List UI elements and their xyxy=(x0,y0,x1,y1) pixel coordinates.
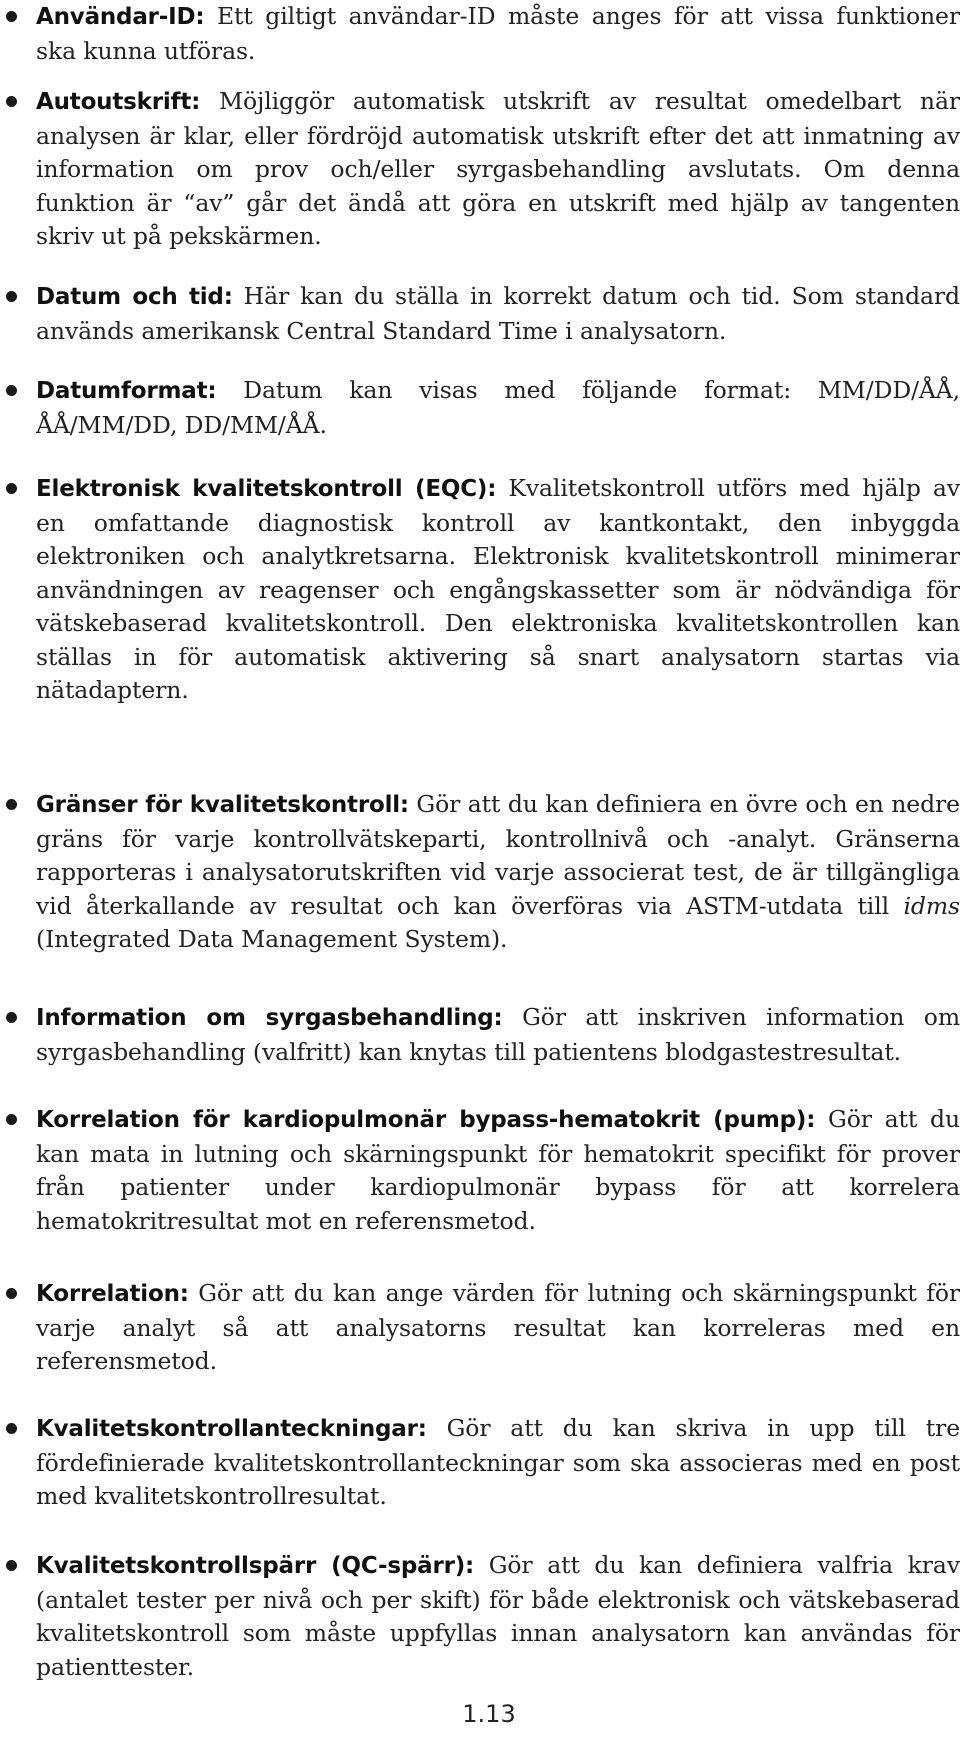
bullet-icon xyxy=(6,1288,17,1299)
definition-text: Gör att du kan skriva in upp till tre fördefinierade kvalitetskontrollanteckningar som ska associeras med en post med kvalitetskontrollresultat. xyxy=(36,1414,960,1510)
bullet-icon xyxy=(6,799,17,810)
term-label: Datum och tid: xyxy=(36,284,233,310)
definition-text: Här kan du ställa in korrekt datum och tid. Som standard används amerikansk Central Standard Time i analysatorn. xyxy=(36,282,960,345)
definition-text: Gör att inskriven information om syrgasbehandling (valfritt) kan knytas till patientens blodgastestresultat. xyxy=(36,1003,960,1066)
list-item-korrelation xyxy=(0,1277,960,1379)
bullet-icon xyxy=(6,1423,17,1434)
bullet-icon xyxy=(6,1012,17,1023)
bullet-icon xyxy=(6,11,17,22)
definition-text: Ett giltigt användar-ID måste anges för att vissa funktioner ska kunna utföras. xyxy=(36,2,960,65)
definition-text: Gör att du kan definiera valfria krav (antalet tester per nivå och per skift) för både elektronisk och vätskebaserad kvalitetskontroll som måste uppfyllas innan analysatorn kan användas för patienttester. xyxy=(36,1551,960,1681)
page-number: 1.13 xyxy=(462,1700,516,1728)
term-label: Datumformat: xyxy=(36,378,217,404)
definition-text: Möjliggör automatisk utskrift av resultat omedelbart när analysen är klar, eller fördröjd automatisk utskrift efter det att inmatning av information om prov och/eller syrgasbehandling avslutats. Om denna funktion är “av” går det ändå att göra en utskrift med hjälp av tangenten skriv ut på pekskärmen. xyxy=(36,87,960,250)
term-label: Kvalitetskontrollspärr (QC-spärr): xyxy=(36,1553,475,1579)
list-item-granser-kvalitetskontroll xyxy=(0,788,960,957)
list-item-kvalitetskontrollanteckningar xyxy=(0,1412,960,1514)
definition-italic-text: idms xyxy=(903,891,960,920)
bullet-icon xyxy=(6,1560,17,1571)
list-item-autoutskrift xyxy=(0,85,960,254)
list-item-syrgasbehandling xyxy=(0,1001,960,1069)
list-item-datum-och-tid xyxy=(0,280,960,348)
bullet-icon xyxy=(6,291,17,302)
bullet-icon xyxy=(6,1114,17,1125)
definition-text: Datum kan visas med följande format: MM/DD/ÅÅ, ÅÅ/MM/DD, DD/MM/ÅÅ. xyxy=(36,376,960,439)
definition-text: Kvalitetskontroll utförs med hjälp av en omfattande diagnostisk kontroll av kantkontakt, den inbyggda elektroniken och analytkretsarna. Elektronisk kvalitetskontroll minimerar användningen av reagenser och engångskassetter som är nödvändiga för vätskebaserad kvalitetskontroll. Den elektroniska kvalitetskontrollen kan ställas in för automatisk aktivering så snart analysatorn startas via nätadaptern. xyxy=(36,474,960,704)
list-item-eqc xyxy=(0,472,960,708)
term-label: Gränser för kvalitetskontroll: xyxy=(36,792,409,818)
term-label: Användar-ID: xyxy=(36,4,205,30)
list-item-qc-sparr xyxy=(0,1549,960,1684)
term-label: Information om syrgasbehandling: xyxy=(36,1005,503,1031)
term-label: Korrelation för kardiopulmonär bypass-hematokrit (pump): xyxy=(36,1107,816,1133)
list-item-bypass-hematokrit xyxy=(0,1103,960,1238)
bullet-icon xyxy=(6,385,17,396)
term-label: Elektronisk kvalitetskontroll (EQC): xyxy=(36,476,497,502)
bullet-icon xyxy=(6,483,17,494)
list-item-anvandar-id xyxy=(0,0,960,68)
definition-text: Gör att du kan ange värden för lutning och skärningspunkt för varje analyt så att analysatorns resultat kan korreleras med en referensmetod. xyxy=(36,1279,960,1375)
term-label: Kvalitetskontrollanteckningar: xyxy=(36,1416,427,1442)
definition-text-after: (Integrated Data Management System). xyxy=(36,925,508,953)
definition-text: Gör att du kan mata in lutning och skärningspunkt för hematokrit specifikt för prover från patienter under kardiopulmonär bypass för att korrelera hematokritresultat mot en referensmetod. xyxy=(36,1105,960,1235)
term-label: Korrelation: xyxy=(36,1281,189,1307)
list-item-datumformat xyxy=(0,374,960,442)
definition-text: Gör att du kan definiera en övre och en nedre gräns för varje kontrollvätskeparti, kontrollnivå och -analyt. Gränserna rapporteras i analysatorutskriften vid varje associerat test, de är tillgängliga vid återkallande av resultat och kan överföras via ASTM-utdata till xyxy=(36,790,960,920)
bullet-icon xyxy=(6,96,17,107)
term-label: Autoutskrift: xyxy=(36,89,201,115)
